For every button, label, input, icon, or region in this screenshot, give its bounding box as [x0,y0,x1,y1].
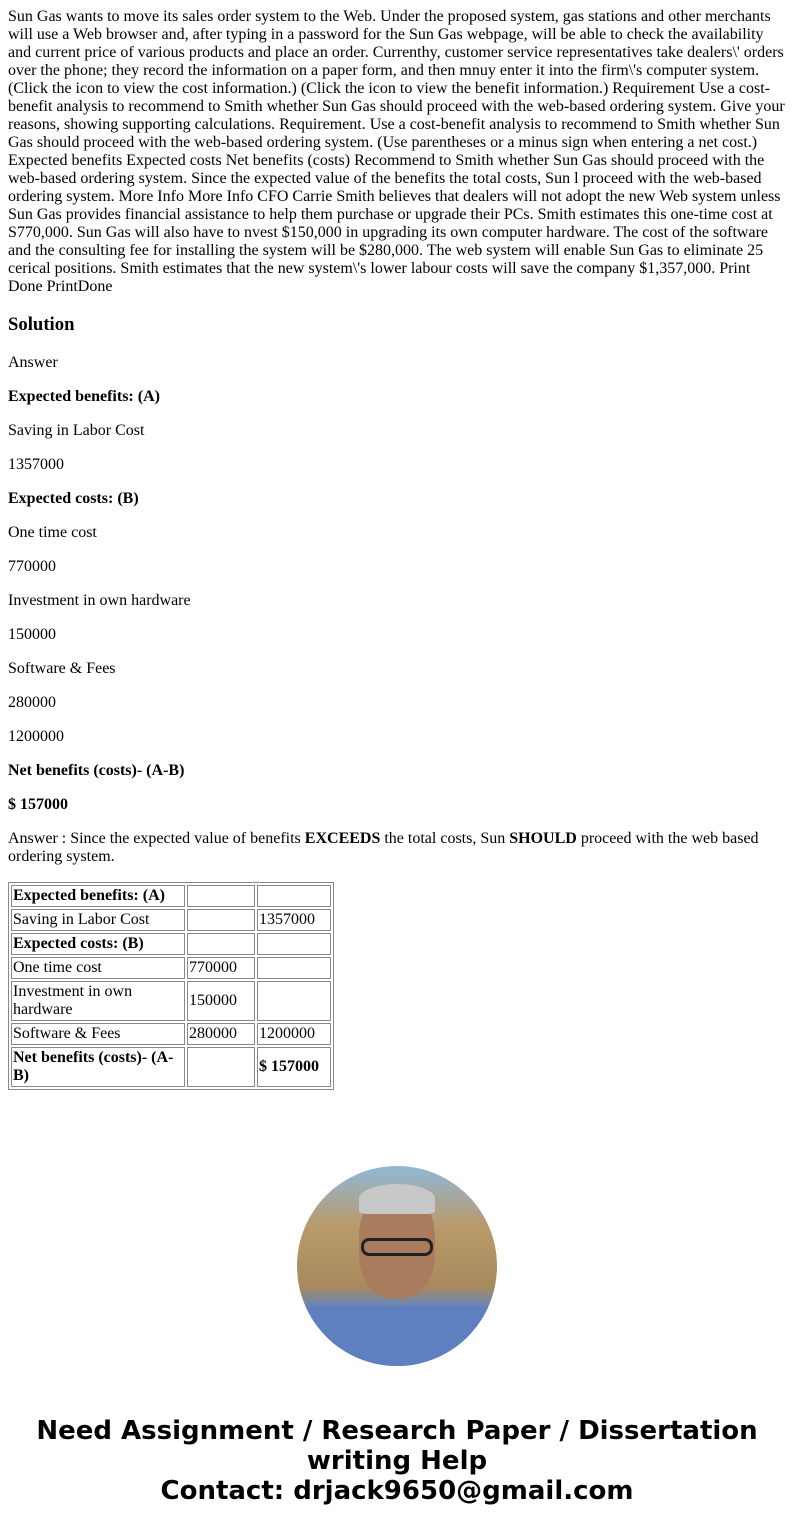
answer-line-text: 280000 [8,694,56,711]
cell-text: Saving in Labor Cost [13,911,150,928]
answer-line-text: Software & Fees [8,660,116,677]
answer-line [8,524,786,542]
conclusion-text: Answer : Since the expected value of benefits [8,830,305,847]
answer-line-text: One time cost [8,524,97,541]
table-cell [187,909,255,931]
cell-text: Net benefits (costs)- (A-B) [13,1049,174,1084]
answer-line-text: Expected costs: (B) [8,490,139,507]
table-cell [187,933,255,955]
conclusion-text: proceed with the web based ordering system. [8,830,759,865]
table-row [11,957,331,979]
conclusion-exceeds: EXCEEDS [304,830,381,847]
answer-line [8,490,786,508]
cell-text: One time cost [13,959,102,976]
cell-text: 280000 [189,1025,237,1042]
table-cell [257,957,331,979]
table-row [11,909,331,931]
table-cell [257,981,331,1021]
answer-line-text: 1357000 [8,456,64,473]
table-cell [187,981,255,1021]
answer-label: Answer [8,354,58,371]
answer-line [8,796,786,814]
answer-line [8,388,786,406]
cell-text: 150000 [189,992,237,1009]
table-row [11,1047,331,1087]
answer-line [8,626,786,644]
table-cell [11,1023,185,1045]
cost-benefit-table [8,882,334,1090]
answer-line [8,660,786,678]
table-cell [187,885,255,907]
table-cell [187,1047,255,1087]
cell-text: Software & Fees [13,1025,121,1042]
cell-text: Expected costs: (B) [13,935,144,952]
answer-line-text: 1200000 [8,728,64,745]
answer-line-text: 770000 [8,558,56,575]
table-cell [257,1023,331,1045]
author-photo [297,1166,497,1366]
answer-line [8,592,786,610]
table-cell [11,933,185,955]
footer-help-text: Need Assignment / Research Paper / Dissertation writing Help [36,1416,758,1476]
answer-line [8,422,786,440]
table-cell [11,1047,185,1087]
cell-text: 1200000 [259,1025,315,1042]
table-row [11,885,331,907]
answer-line [8,694,786,712]
question-text: Sun Gas wants to move its sales order system to the Web. Under the proposed system, gas stations and other merchants will use a Web browser and, after typing in a password for the Sun Gas webpage, will be able to check the availability and current price of various products and place an order. Currenthy, customer service representatives take dealers\' orders over the phone; they record the information on a paper form, and then mnuy enter it into the firm\'s computer system. (Click the icon to view the cost information.) (Click the icon to view the benefit information.) Requirement Use a cost-benefit analysis to recommend to Smith whether Sun Gas should proceed with the web-based ordering system. Give your reasons, showing supporting calculations. Requirement. Use a cost-benefit analysis to recommend to Smith whether Sun Gas should proceed with the web-based ordering system. (Use parentheses or a minus sign when entering a net cost.) Expected benefits Expected costs Net benefits (costs) Recommend to Smith whether Sun Gas should proceed with the web-based ordering system. Since the expected value of the benefits the total costs, Sun l proceed with the web-based ordering system. More Info More Info CFO Carrie Smith believes that dealers will not adopt the new Web system unless Sun Gas provides financial assistance to help them purchase or upgrade their PCs. Smith estimates this one-time cost at S770,000. Sun Gas will also have to nvest $150,000 in upgrading its own computer hardware. The cost of the software and the consulting fee for installing the system will be $280,000. The web system will enable Sun Gas to eliminate 25 cerical positions. Smith estimates that the new system\'s lower labour costs will save the company $1,357,000. Print Done PrintDone [8,8,785,295]
footer-banner [8,1416,786,1506]
conclusion-text: the total costs, Sun [380,830,510,847]
answer-line-text: Investment in own hardware [8,592,191,609]
glasses-icon [361,1238,433,1256]
cell-text: Investment in own hardware [13,983,133,1018]
cell-text: Expected benefits: (A) [13,887,165,904]
conclusion-should: SHOULD [509,830,577,847]
table-cell [11,981,185,1021]
table-row [11,981,331,1021]
answer-line-text: $ 157000 [8,796,68,813]
cell-text: $ 157000 [259,1058,319,1075]
table-cell [257,933,331,955]
answer-line [8,762,786,780]
footer-contact[interactable]: Contact: drjack9650@gmail.com [160,1476,634,1506]
table-cell [11,885,185,907]
answer-line [8,558,786,576]
table-cell [11,957,185,979]
table-row [11,933,331,955]
table-cell [257,1047,331,1087]
cell-text: 1357000 [259,911,315,928]
answer-line [8,456,786,474]
table-cell [11,909,185,931]
answer-line-text: Saving in Labor Cost [8,422,145,439]
table-cell [187,1023,255,1045]
answer-lines [8,388,786,814]
answer-line [8,728,786,746]
table-cell [257,885,331,907]
table-cell [257,909,331,931]
table-row [11,1023,331,1045]
answer-line-text: 150000 [8,626,56,643]
cell-text: 770000 [189,959,237,976]
conclusion [8,830,786,866]
answer-line-text: Expected benefits: (A) [8,388,160,405]
solution-heading: Solution [8,314,75,335]
answer-line-text: Net benefits (costs)- (A-B) [8,762,185,779]
table-cell [187,957,255,979]
